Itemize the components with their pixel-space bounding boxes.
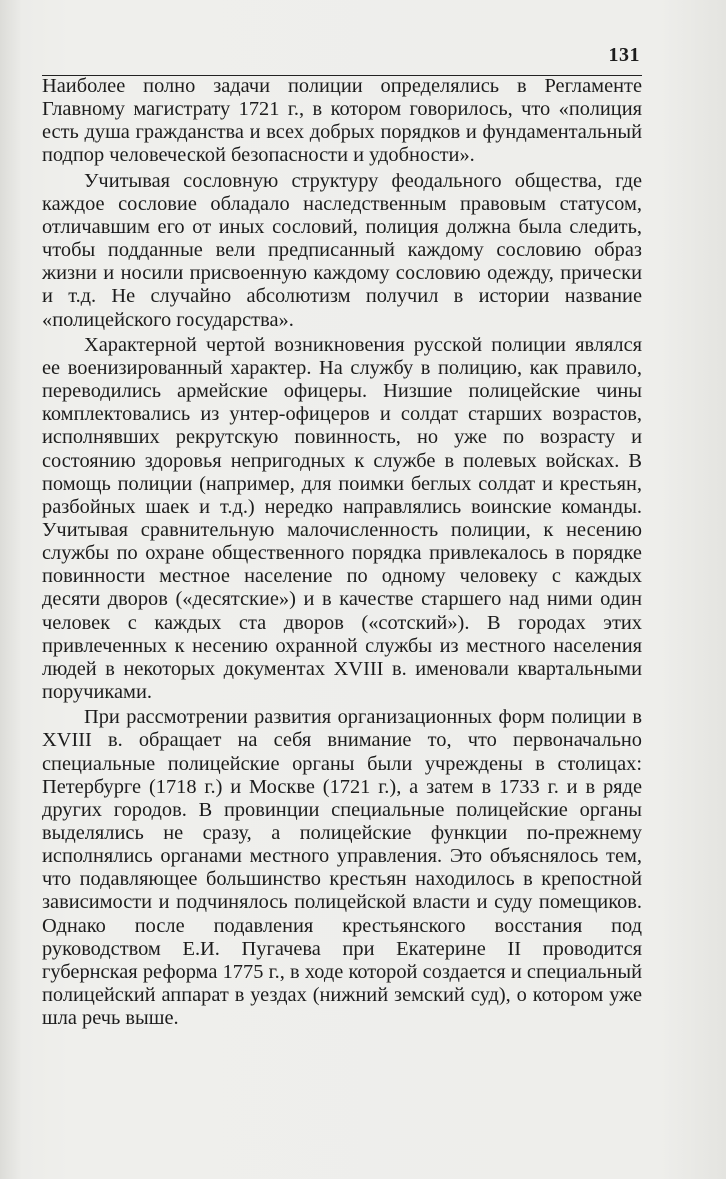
body-text [42,75,642,1032]
paragraph-3: Характерной чертой возникновения русской полиции являлся ее военизированный характер. На службу в полицию, как правило, переводились армейские офицеры. Низшие полицейские чины комплектовались из унтер-офицеров и солдат старших возрастов, исполнявших рекрутскую повинность, но уже по возрасту и состоянию здоровья непригодных к службе в полевых войсках. В помощь полиции (например, для поимки беглых солдат и крестьян, разбойных шаек и т.д.) нередко направлялись воинские команды. Учитывая сравнительную малочисленность полиции, к несению службы по охране общественного порядка привлекалось в порядке повинности местное население по одному человеку с каждых десяти дворов («десятские») и в качестве старшего над ними один человек с каждых ста дворов («сотский»). В городах этих привлеченных к несению охранной службы из местного населения людей в некоторых документах XVIII в. именовали квартальными поручиками. [42,333,642,704]
paragraph-4: При рассмотрении развития организационных форм полиции в XVIII в. обращает на себя внимание то, что первоначально специальные полицейские органы были учреждены в столицах: Петербурге (1718 г.) и Москве (1721 г.), а затем в 1733 г. и в ряде других городов. В провинции специальные полицейские органы выделялись не сразу, а полицейские функции по-прежнему исполнялись органами местного управления. Это объяснялось тем, что подавляющее большинство крестьян находилось в крепостной зависимости и подчинялось полицейской власти и суду помещиков. Однако после подавления крестьянского восстания под руководством Е.И. Пугачева при Екатерине II проводится губернская реформа 1775 г., в ходе которой создается и специальный полицейский аппарат в уездах (нижний земский суд), о котором уже шла речь выше. [42,706,642,1030]
paragraph-1: Наиболее полно задачи полиции определялись в Регламенте Главному магистрату 1721 г., в котором говорилось, что «полиция есть душа гражданства и всех добрых порядков и фундаментальный подпор человеческой безопасности и удобности». [42,75,642,167]
page-number: 131 [608,44,640,66]
paragraph-2: Учитывая сословную структуру феодального общества, где каждое сословие обладало наследственным правовым статусом, отличавшим его от иных сословий, полиция должна была следить, чтобы подданные вели предписанный каждому сословию образ жизни и носили присвоенную каждому сословию одежду, прически и т.д. Не случайно абсолютизм получил в истории название «полицейского государства». [42,169,642,331]
